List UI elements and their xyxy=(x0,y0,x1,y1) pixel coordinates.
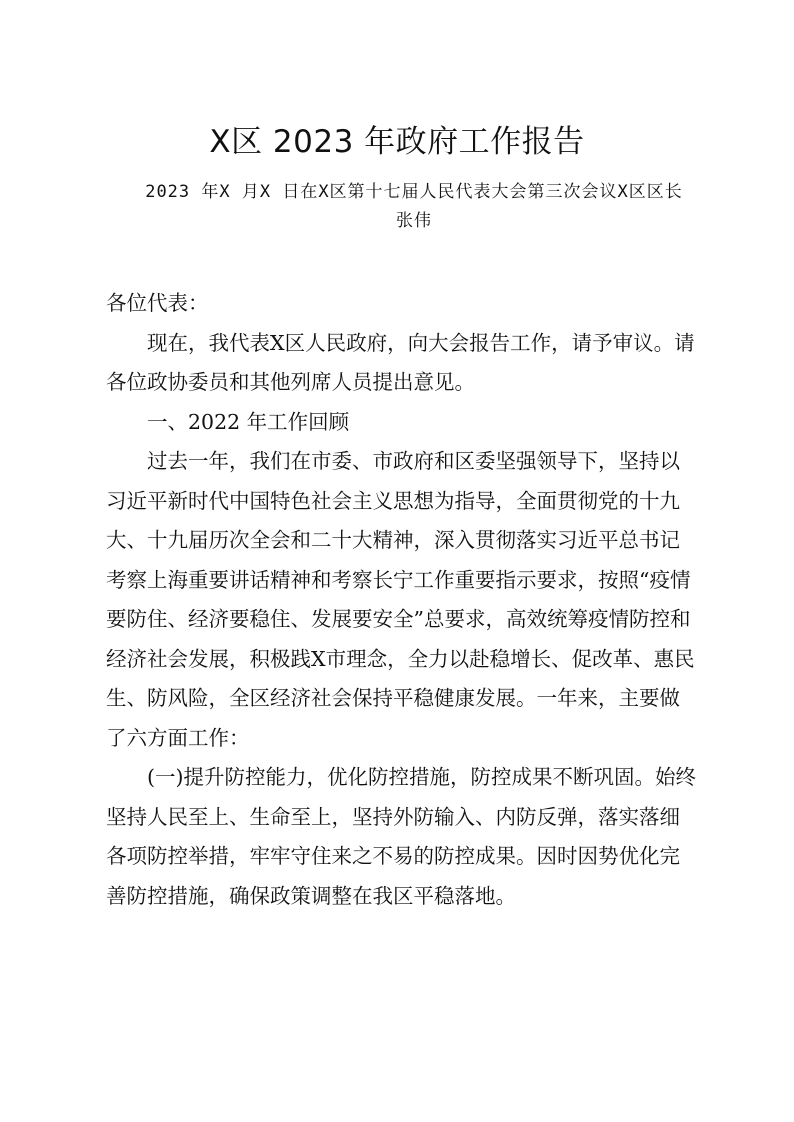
review-paragraph: 过去一年，我们在市委、市政府和区委坚强领导下，坚持以习近平新时代中国特色社会主义思想为指导，全面贯彻党的十九大、十九届历次全会和二十大精神，深入贯彻落实习近平总书记考察上海重要讲话精神和考察长宁工作重要指示要求，按照“疫情要防住、经济要稳住、发展要安全”总要求，高效统筹疫情防控和经济社会发展，积极践X市理念，全力以赴稳增长、促改革、惠民生、防风险，全区经济社会保持平稳健康发展。一年来，主要做了六方面工作： xyxy=(106,449,695,750)
salutation: 各位代表： xyxy=(106,291,209,315)
subtitle-line-2: 张伟 xyxy=(396,211,432,231)
document-subtitle xyxy=(110,178,718,236)
subtitle-line-1: 2023 年X 月X 日在X区第十七届人民代表大会第三次会议X区区长 xyxy=(145,182,683,202)
document-title: X区 2023 年政府工作报告 xyxy=(209,124,585,160)
section-heading: 一、2022 年工作回顾 xyxy=(147,409,350,434)
document-body xyxy=(106,284,698,916)
intro-paragraph: 现在，我代表X区人民政府，向大会报告工作，请予审议。请各位政协委员和其他列席人员提出意见。 xyxy=(106,330,695,394)
prevention-paragraph: (一)提升防控能力，优化防控措施，防控成果不断巩固。始终坚持人民至上、生命至上，坚持外防输入、内防反弹，落实落细各项防控举措，牢牢守住来之不易的防控成果。因时因势优化完善防控措施，确保政策调整在我区平稳落地。 xyxy=(106,765,696,908)
